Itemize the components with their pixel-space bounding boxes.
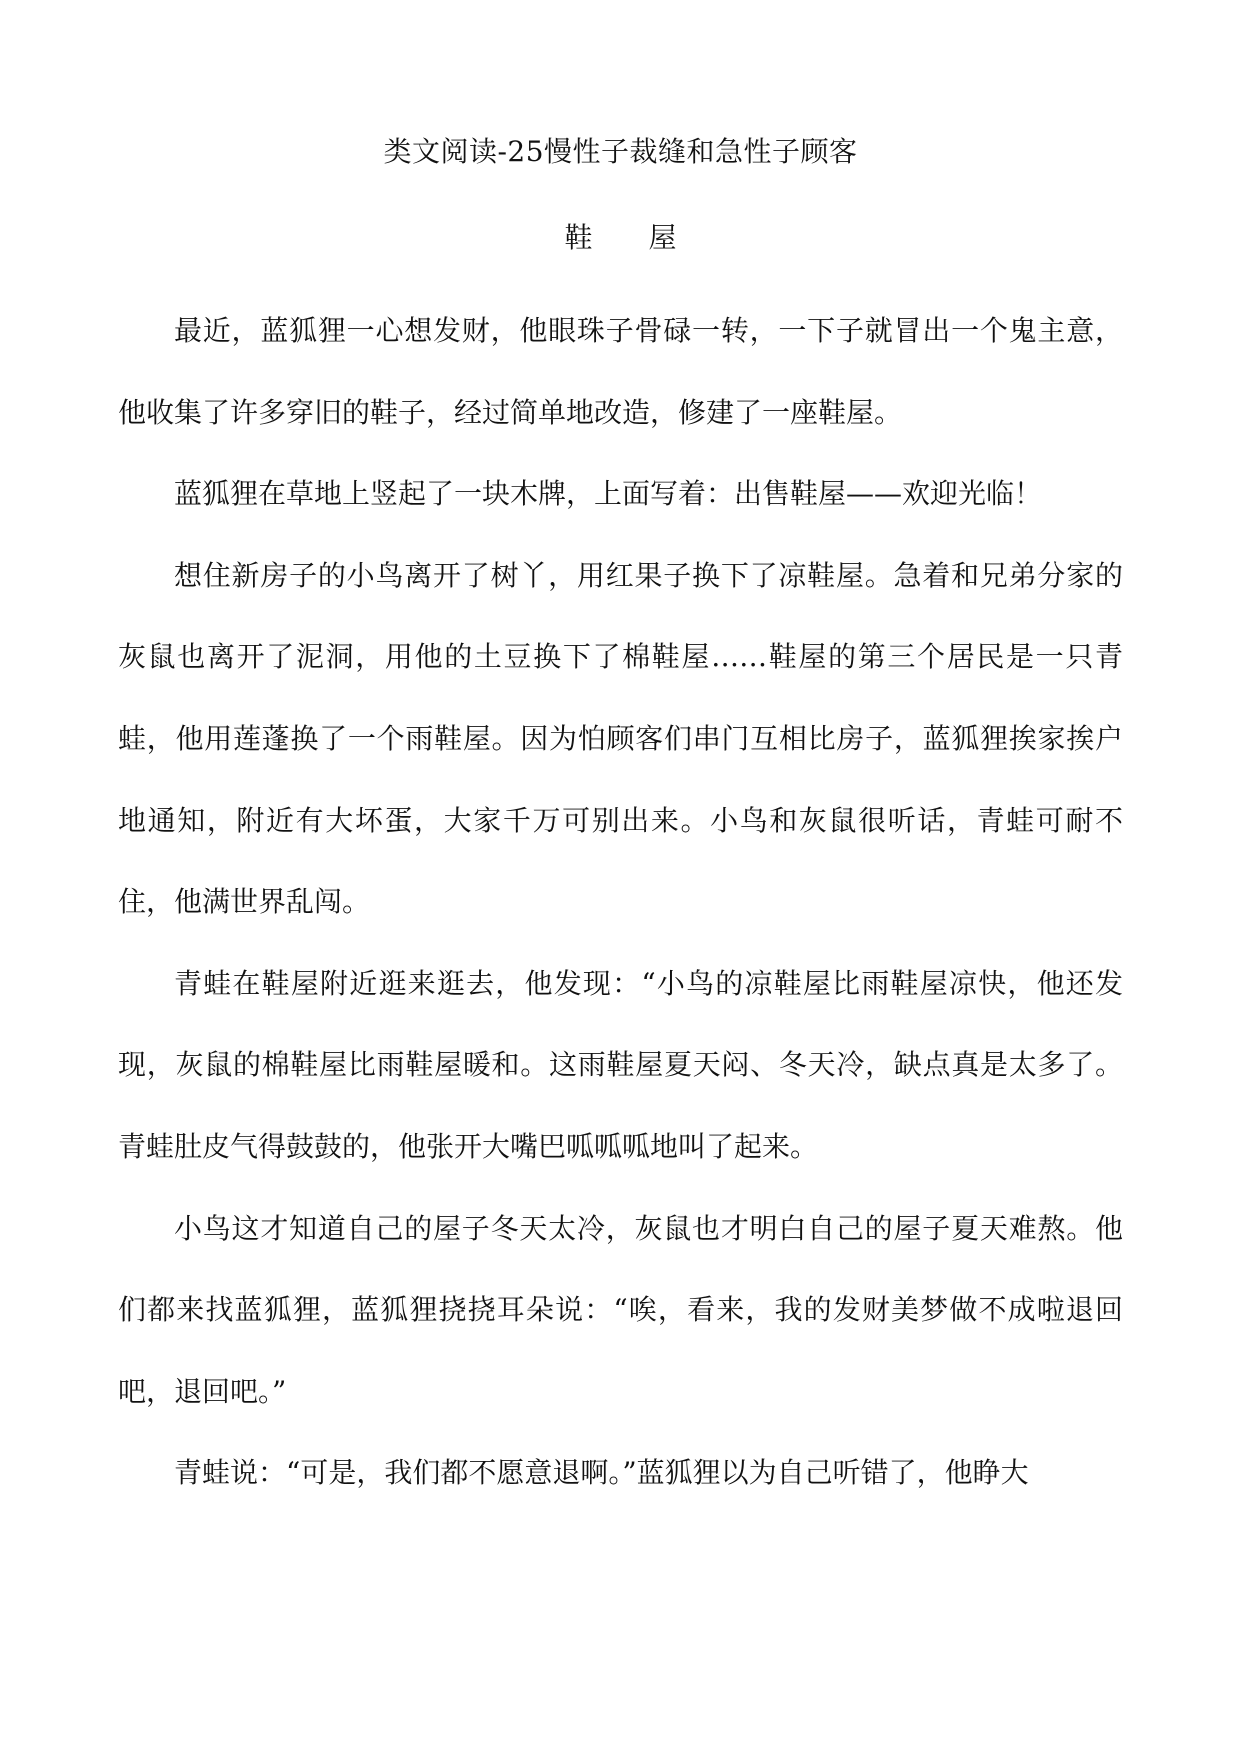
document-title: 类文阅读-25慢性子裁缝和急性子顾客 [383,135,858,168]
paragraph-1: 最近，蓝狐狸一心想发财，他眼珠子骨碌一转，一下子就冒出一个鬼主意，他收集了许多穿旧的鞋子，经过简单地改造，修建了一座鞋屋。 [118,314,1123,429]
paragraph-5: 小鸟这才知道自己的屋子冬天太冷，灰鼠也才明白自己的屋子夏天难熬。他们都来找蓝狐狸，蓝狐狸挠挠耳朵说：“唉，看来，我的发财美梦做不成啦退回吧，退回吧。” [118,1211,1123,1408]
story-title: 鞋 屋 [564,221,677,254]
paragraph-2: 蓝狐狸在草地上竖起了一块木牌，上面写着：出售鞋屋——欢迎光临！ [174,477,1043,511]
paragraph-4: 青蛙在鞋屋附近逛来逛去，他发现：“小鸟的凉鞋屋比雨鞋屋凉快，他还发现，灰鼠的棉鞋屋比雨鞋屋暖和。这雨鞋屋夏天闷、冬天冷，缺点真是太多了。青蛙肚皮气得鼓鼓的，他张开大嘴巴呱呱呱地叫了起来。 [118,966,1123,1163]
story-body [118,290,1123,1514]
paragraph-3: 想住新房子的小鸟离开了树丫，用红果子换下了凉鞋屋。急着和兄弟分家的灰鼠也离开了泥洞，用他的土豆换下了棉鞋屋……鞋屋的第三个居民是一只青蛙，他用莲蓬换了一个雨鞋屋。因为怕顾客们串门互相比房子，蓝狐狸挨家挨户地通知，附近有大坏蛋，大家千万可别出来。小鸟和灰鼠很听话，青蛙可耐不住，他满世界乱闯。 [118,558,1123,919]
paragraph-6: 青蛙说：“可是，我们都不愿意退啊。”蓝狐狸以为自己听错了，他睁大 [174,1456,1029,1490]
